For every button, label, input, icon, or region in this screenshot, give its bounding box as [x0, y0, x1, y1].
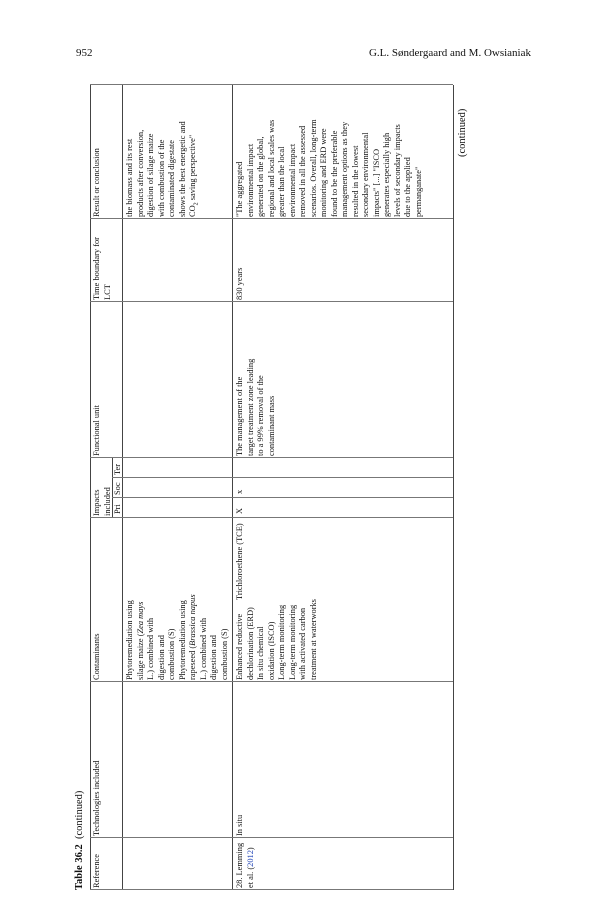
col-line — [90, 84, 453, 85]
tech-line: Long-term monitoring — [277, 604, 286, 680]
header-technologies: Technologies included — [92, 760, 101, 836]
continued-note: (continued) — [457, 108, 468, 157]
tech-line: L.) combined with — [146, 617, 155, 680]
tech-line: In situ chemical — [256, 626, 265, 680]
fu-line: to a 99% removal of the — [256, 375, 265, 456]
header-functional-unit: Functional unit — [92, 405, 101, 456]
result-line: products after conversion, — [135, 129, 145, 217]
col-line — [112, 477, 453, 478]
result-line: greater than the local — [277, 146, 286, 217]
result-line: with combustion of the — [156, 139, 166, 217]
row-separator-rule — [232, 85, 233, 890]
tech-line: L.) combined with — [198, 617, 208, 680]
fu-line: The management of the — [235, 376, 244, 456]
row2-contaminants: Trichloroethene (TCE) — [235, 523, 244, 600]
result-line: resulted in the lowest — [350, 145, 360, 217]
table-bottom-rule — [453, 85, 454, 890]
running-header-authors: G.L. Søndergaard and M. Owsianiak — [368, 47, 531, 59]
header-contaminants: Contaminants — [92, 633, 101, 680]
col-line — [90, 681, 453, 682]
result-line: shows the best energetic and — [177, 121, 187, 217]
col-line — [90, 517, 453, 518]
table-caption-label: Table 36.2 — [74, 844, 85, 890]
col-line — [90, 837, 453, 838]
header-impacts-soc: Soc — [113, 482, 122, 495]
result-line: removed in all the assessed — [298, 125, 307, 217]
tech-line: Enhanced reductive — [235, 613, 244, 680]
row2-functional-unit — [235, 359, 277, 456]
tech-line: digestion and — [209, 635, 218, 680]
col-line — [112, 497, 453, 498]
result-line: due to the applied — [403, 157, 412, 217]
result-line: environmental impact — [245, 143, 255, 217]
fu-line: contaminant mass — [266, 395, 276, 456]
result-line: digestion of silage maize — [146, 133, 155, 217]
tech-line: Phytoremediation using — [125, 600, 134, 680]
result-line: regional and local scales was — [266, 119, 276, 217]
row1-result — [125, 121, 202, 217]
result-line: environmental impact — [287, 143, 297, 217]
tech-line: with activated carbon — [298, 607, 307, 680]
header-reference: Reference — [92, 854, 101, 888]
tech-line: Long-term monitoring — [287, 604, 297, 680]
reference-year-line: et al. (2012) — [245, 847, 255, 888]
result-line: management options as they — [340, 121, 349, 217]
result-line: found to be the preferable — [329, 130, 339, 217]
result-line: secondary environmental — [361, 132, 370, 217]
row2-reference — [235, 843, 256, 888]
row2-technologies — [235, 599, 319, 680]
tech-line: treatment at waterworks — [308, 599, 318, 680]
reference-author: 28. Lemming — [235, 842, 244, 888]
tech-line: oxidation (ISCO) — [266, 621, 276, 680]
result-line: impacts" [...] "ISCO — [371, 148, 381, 217]
header-result: Result or conclusion — [92, 148, 101, 217]
header-impacts-pri: Pri — [113, 504, 122, 514]
tech-line: Phytoremediation using — [177, 600, 187, 680]
rotated-table — [74, 85, 468, 890]
row2-time-boundary: 830 years — [235, 267, 244, 300]
table-top-rule — [90, 85, 91, 890]
result-line: scenarios. Overall, long-term — [308, 119, 318, 217]
tech-line: combustion (S) — [167, 628, 176, 680]
row2-impact-pri: X — [235, 507, 244, 514]
result-line: generates especially high — [382, 132, 391, 217]
result-line: the biomass and its rest — [125, 138, 134, 217]
table-caption-suffix: (continued) — [74, 790, 85, 840]
result-line: monitoring and ERD were — [319, 128, 328, 217]
row2-impact-soc: x — [235, 489, 244, 494]
header-impacts: Impacts included — [92, 487, 112, 516]
col-line — [90, 218, 453, 219]
result-line: contaminated digestate — [167, 140, 176, 217]
row1-technologies — [125, 594, 230, 680]
header-impacts-ter: Ter — [113, 463, 122, 475]
result-line: levels of secondary impacts — [392, 124, 402, 217]
result-line: generated on the global, — [256, 136, 265, 217]
page-number: 952 — [76, 47, 93, 59]
tech-line: dechlorination (ERD) — [245, 607, 255, 680]
tech-line: digestion and — [156, 635, 166, 680]
col-line — [90, 457, 453, 458]
col-line — [90, 301, 453, 302]
row2-approach: In situ — [235, 814, 244, 836]
result-line: $CO_2$ saving perspective" — [188, 134, 200, 217]
tech-line: silage maize (Zea mays — [135, 601, 145, 680]
result-line: "The aggregated — [235, 161, 244, 217]
tech-line: combustion (S) — [219, 628, 229, 680]
row2-result — [235, 119, 424, 217]
citation-link[interactable]: 2012 — [245, 850, 255, 867]
col-line — [90, 889, 453, 890]
tech-line: rapeseed (Brassica napus — [188, 594, 197, 680]
table-caption — [75, 791, 86, 890]
header-time-boundary: Time boundary for LCT — [92, 237, 112, 300]
fu-line: target treatment zone leading — [245, 358, 255, 456]
result-line: permanganate" — [413, 166, 423, 217]
